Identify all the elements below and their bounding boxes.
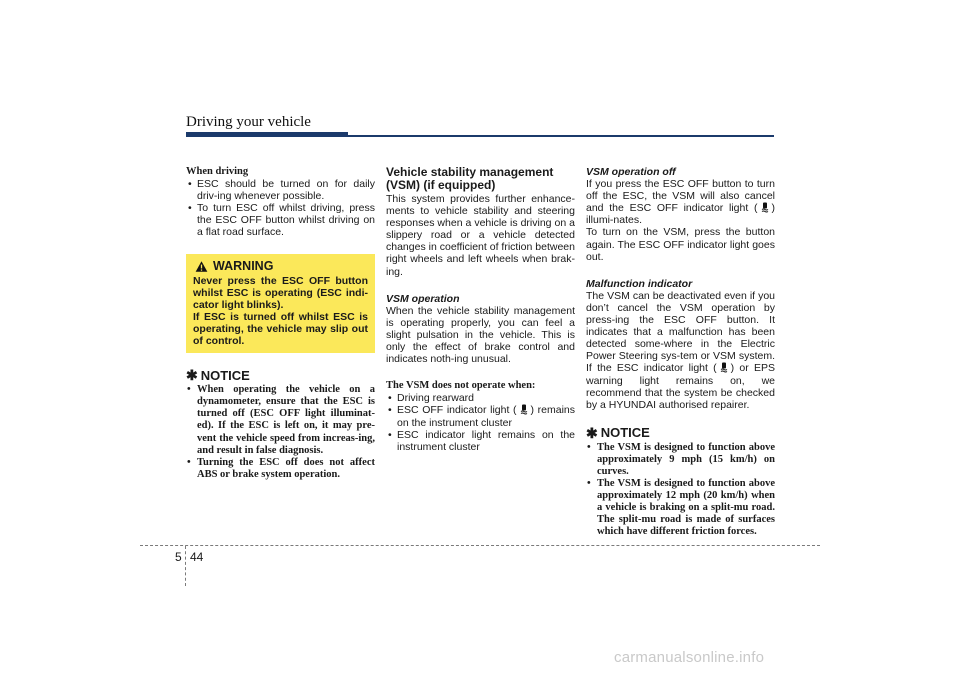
vsm-not-operate-heading: The VSM does not operate when: [386, 380, 536, 392]
page-number: 44 [190, 550, 204, 564]
vsm-heading: Vehicle stability management (VSM) (if equipped) [386, 165, 554, 192]
notice-star-icon: ✱ [186, 367, 198, 384]
footer-rule [140, 545, 820, 546]
vsm-off-text-2: To turn on the VSM, press the button again. The ESC OFF indicator light goes out. [586, 226, 775, 263]
list-item: • When operating the vehicle on a dynamometer, ensure that the ESC is turned off (ESC OFF light illuminat-ed). If the ESC is left on, it may pre-vent the vehicle speed from increas-ing, and result in false diagnosis. [186, 384, 375, 457]
esc-off-indicator-icon [760, 202, 770, 213]
warning-title-text: WARNING [213, 259, 274, 274]
list-item: • ESC indicator light remains on the instrument cluster [386, 429, 575, 453]
section-number: 5 [175, 550, 182, 564]
vsm-off-heading: VSM operation off [586, 166, 676, 178]
warning-text-1: Never press the ESC OFF button whilst ESC is operating (ESC indi-cator light blinks). [193, 274, 368, 311]
warning-triangle-icon [195, 260, 208, 273]
column-3 [586, 166, 775, 539]
header-rule-thick [186, 132, 348, 137]
column-1 [186, 166, 375, 481]
malfunction-heading: Malfunction indicator [586, 277, 693, 290]
warning-box [186, 254, 375, 354]
footer-vertical-rule [185, 546, 186, 586]
malfunction-text [586, 290, 775, 411]
watermark: carmanualsonline.info [614, 649, 765, 666]
text-span: The VSM can be deactivated even if you don’t cancel the VSM operation by press-ing the ESC OFF button. It indicates that a malfunction has been detected some-where in the Electric Power Steering sys-tem or VSM system. If the ESC indicator light ( [586, 289, 775, 375]
list-item-text: ESC OFF indicator light ( [397, 404, 517, 417]
when-driving-heading: When driving [186, 166, 249, 177]
notice-title-text: NOTICE [200, 367, 250, 383]
notice-title-2 [586, 424, 775, 441]
esc-indicator-icon [719, 362, 729, 373]
header-rule-thin [348, 135, 774, 137]
page-header-title: Driving your vehicle [186, 114, 311, 130]
vsm-off-text-1 [586, 178, 775, 226]
list-item: • To turn ESC off whilst driving, press the ESC OFF button whilst driving on a flat road surface. [186, 202, 375, 238]
vsm-intro: This system provides further enhance-ments to vehicle stability and steering responses when a vehicle is driving on a slippery road or a vehicle detected changes in coefficient of friction between right wheels and left wheels when brak-ing. [386, 193, 575, 278]
notice-title-1 [186, 369, 375, 382]
text-span: ) or EPS warning light remains on, we recommend that the system be checked by a HYUNDAI authorised repairer. [586, 362, 775, 411]
vsm-not-operate-list [386, 392, 575, 452]
list-item: • The VSM is designed to function above approximately 12 mph (20 km/h) when a vehicle is braking on a split-mu road. The split-mu road is made of surfaces which have different friction forces. [586, 478, 775, 538]
vsm-operation-text: When the vehicle stability management is operating properly, you can feel a slight pulsation in the vehicle. This is only the effect of brake control and indicates noth-ing unusual. [386, 304, 575, 366]
warning-title [193, 260, 368, 273]
column-2 [386, 166, 575, 453]
list-item: • The VSM is designed to function above approximately 9 mph (15 km/h) on curves. [586, 442, 775, 478]
notice-list-2 [586, 442, 775, 539]
list-item: • Driving rearward [386, 392, 575, 404]
list-item-text: ) remains on the instrument cluster [397, 404, 575, 429]
list-item: • ESC should be turned on for daily driv-ing whenever possible. [186, 178, 375, 202]
when-driving-list [186, 178, 375, 238]
warning-text-2: If ESC is turned off whilst ESC is operating, the vehicle may slip out of control. [193, 310, 368, 348]
esc-off-indicator-icon [519, 404, 529, 415]
text-span: ) illumi-nates. [586, 202, 775, 227]
notice-title-text: NOTICE [600, 425, 650, 441]
list-item [386, 404, 575, 428]
vsm-operation-heading: VSM operation [386, 292, 460, 305]
text-span: If you press the ESC OFF button to turn off the ESC, the VSM will also cancel and the ESC OFF indicator light ( [586, 178, 775, 215]
notice-list-1 [186, 384, 375, 481]
notice-star-icon: ✱ [586, 424, 598, 441]
list-item: • Turning the ESC off does not affect ABS or brake system operation. [186, 457, 375, 481]
